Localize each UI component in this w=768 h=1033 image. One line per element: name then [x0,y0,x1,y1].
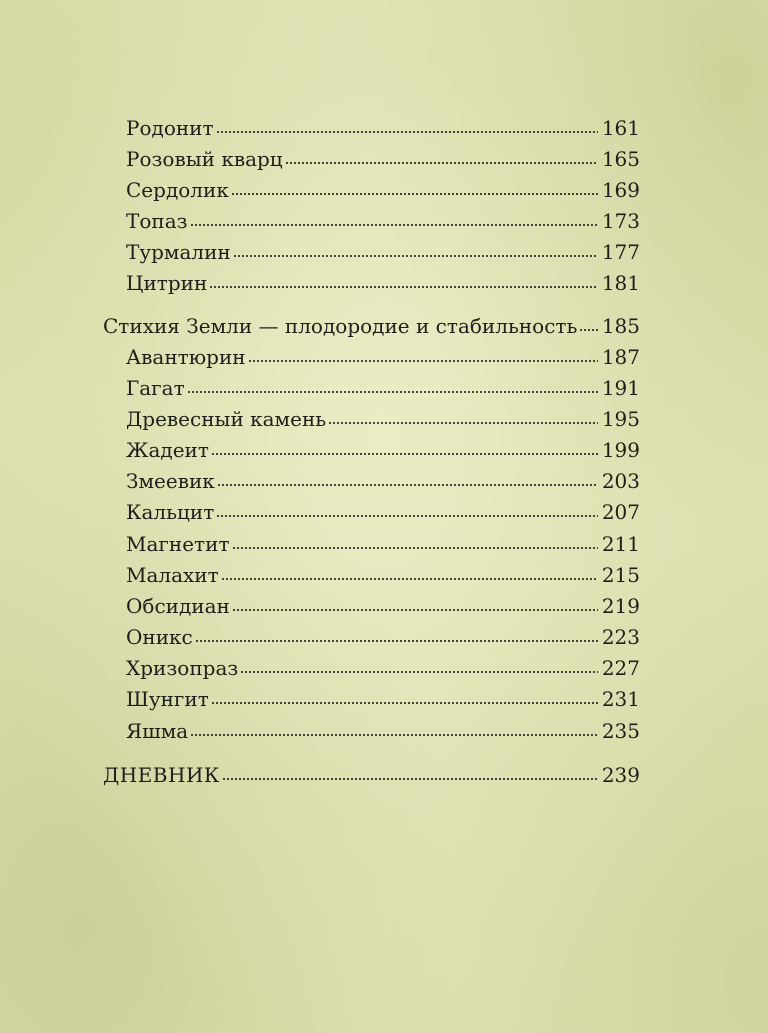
toc-entry-title: Шунгит [126,687,209,711]
toc-entry-page: 199 [601,438,640,462]
toc-section-page: 185 [601,314,640,338]
toc-entry-title: Авантюрин [126,345,246,369]
toc-leader-dots [248,359,598,363]
toc-entry-title: Розовый кварц [126,147,283,171]
toc-entry-title: Топаз [126,209,188,233]
toc-leader-dots [209,285,598,289]
toc-entry-page: 207 [601,500,640,524]
toc-entry-page: 173 [601,209,640,233]
toc-leader-dots [222,777,598,781]
toc-leader-dots [216,130,598,134]
toc-section-earth[interactable] [103,312,640,340]
toc-entry-magnetite[interactable] [126,530,640,558]
toc-leader-dots [240,670,598,674]
toc-entry-rhodonite[interactable] [126,114,640,142]
toc-leader-dots [195,639,598,643]
toc-entry-calcite[interactable] [126,498,640,526]
toc-entry-petrified-wood[interactable] [126,405,640,433]
toc-entry-chrysoprase[interactable] [126,654,640,682]
toc-section-diary[interactable] [103,761,640,789]
toc-leader-dots [221,577,598,581]
toc-entry-page: 191 [601,376,640,400]
toc-leader-dots [231,192,598,196]
toc-leader-dots [211,701,598,705]
toc-entry-title: Родонит [126,116,214,140]
toc-entry-title: Древесный камень [126,407,327,431]
toc-leader-dots [232,546,598,550]
toc-entry-rose-quartz[interactable] [126,145,640,173]
toc-entry-title: Малахит [126,563,219,587]
toc-leader-dots [232,608,598,612]
toc-entry-page: 231 [601,687,640,711]
toc-entry-title: Хризопраз [126,656,239,680]
toc-leader-dots [190,223,598,227]
toc-entry-title: Кальцит [126,500,215,524]
toc-entry-page: 227 [601,656,640,680]
toc-entry-jadeite[interactable] [126,436,640,464]
toc-entry-page: 195 [601,407,640,431]
toc-entry-page: 187 [601,345,640,369]
toc-leader-dots [285,161,598,165]
toc-leader-dots [579,328,597,332]
toc-entry-title: Гагат [126,376,185,400]
toc-section-page: 239 [601,763,640,787]
toc-section-title: ДНЕВНИК [103,763,220,787]
toc-leader-dots [190,733,598,737]
toc-entry-title: Жадеит [126,438,209,462]
toc-entry-page: 219 [601,594,640,618]
toc-entry-page: 181 [601,271,640,295]
toc-entry-tourmaline[interactable] [126,238,640,266]
toc-entry-onyx[interactable] [126,623,640,651]
toc-entry-page: 177 [601,240,640,264]
toc-entry-serpentine[interactable] [126,467,640,495]
toc-section-title: Стихия Земли — плодородие и стабильность [103,314,578,338]
toc-entry-page: 161 [601,116,640,140]
toc-leader-dots [216,514,598,518]
toc-leader-dots [328,421,598,425]
toc-entry-title: Змеевик [126,469,215,493]
toc-entry-aventurine[interactable] [126,343,640,371]
toc-entry-citrine[interactable] [126,269,640,297]
toc-entry-malachite[interactable] [126,561,640,589]
toc-entry-topaz[interactable] [126,207,640,235]
toc-entry-jet[interactable] [126,374,640,402]
toc-entry-title: Магнетит [126,532,230,556]
toc-entry-title: Сердолик [126,178,229,202]
toc-entry-jasper[interactable] [126,717,640,745]
toc-entry-title: Обсидиан [126,594,230,618]
toc-entry-page: 165 [601,147,640,171]
toc-leader-dots [233,254,598,258]
toc-entry-title: Цитрин [126,271,208,295]
toc-leader-dots [211,452,598,456]
toc-entry-obsidian[interactable] [126,592,640,620]
toc-leader-dots [187,390,598,394]
toc-entry-page: 203 [601,469,640,493]
toc-entry-shungite[interactable] [126,685,640,713]
toc-entry-page: 169 [601,178,640,202]
toc-entry-carnelian[interactable] [126,176,640,204]
toc-entry-page: 235 [601,719,640,743]
toc-entry-title: Оникс [126,625,193,649]
toc-entry-page: 223 [601,625,640,649]
toc-entry-title: Яшма [126,719,189,743]
toc-leader-dots [217,483,598,487]
toc-entry-title: Турмалин [126,240,231,264]
toc-entry-page: 215 [601,563,640,587]
toc-entry-page: 211 [601,532,640,556]
